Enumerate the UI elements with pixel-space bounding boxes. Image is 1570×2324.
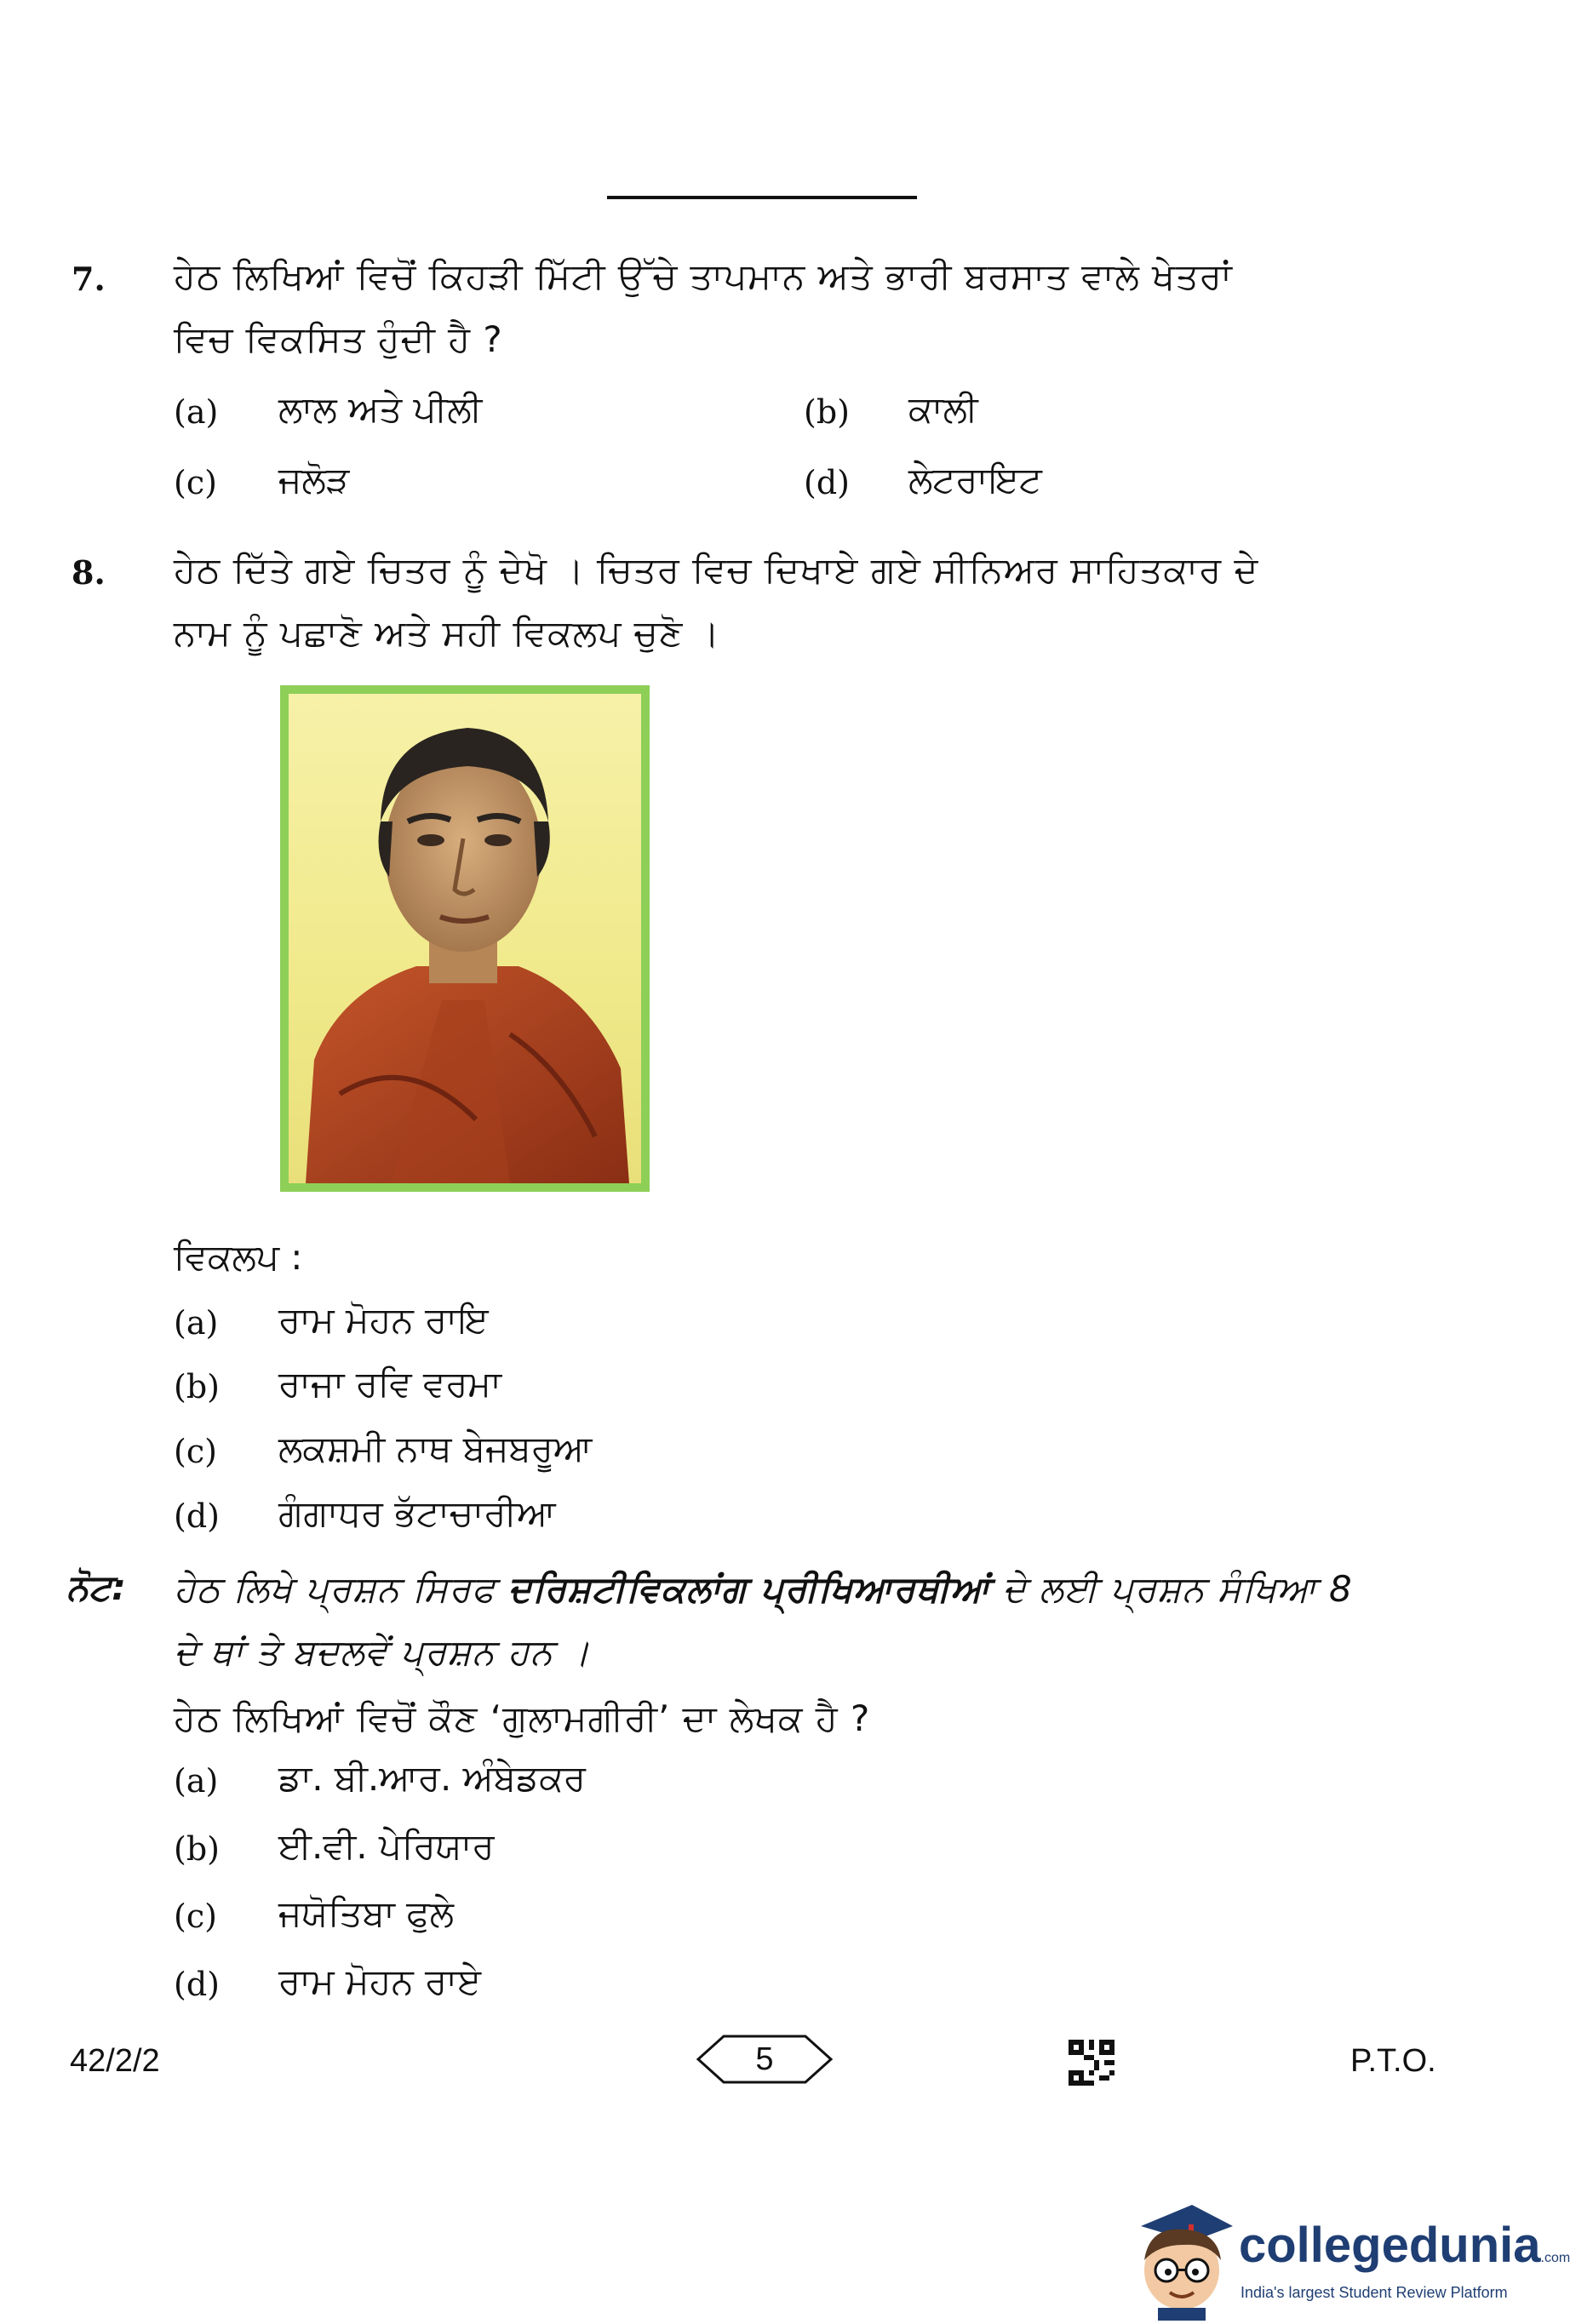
alt-option-c-label: (c) (174, 1898, 217, 1935)
q7-option-d-label: (d) (804, 464, 850, 501)
top-rule (607, 196, 917, 199)
q8-option-a-label: (a) (174, 1304, 219, 1342)
q8-option-c-label: (c) (174, 1433, 217, 1470)
qr-code-icon (1069, 2040, 1114, 2086)
q8-option-b-text: ਰਾਜਾ ਰਵਿ ਵਰਮਾ (278, 1363, 502, 1405)
alt-option-d-label: (d) (174, 1966, 220, 2003)
q7-option-a-label: (a) (174, 393, 219, 431)
brand-suffix: .com (1540, 2251, 1570, 2265)
question-8-number: 8. (72, 553, 106, 592)
alt-option-c-text: ਜਯੋਤਿਬਾ ਫੁਲੇ (278, 1892, 455, 1934)
question-8-text (174, 539, 1383, 665)
note-line-1-bold: ਦਰਿਸ਼ਟੀਵਿਕਲਾਂਗ ਪ੍ਰੀਖਿਆਰਥੀਆਂ (507, 1568, 990, 1610)
q8-option-b-label: (b) (174, 1368, 220, 1405)
alt-option-a-text: ਡਾ. ਬੀ.ਆਰ. ਅੰਬੇਡਕਰ (278, 1757, 586, 1799)
note-line-1-start: ਹੇਠ ਲਿਖੇ ਪ੍ਰਸ਼ਨ ਸਿਰਫ (174, 1568, 496, 1610)
q7-option-d-text: ਲੇਟਰਾਇਟ (908, 459, 1042, 501)
mascot-illustration (1132, 2201, 1235, 2321)
note-text (174, 1558, 1383, 1684)
note-line-1 (174, 1558, 1383, 1621)
q7-option-b-text: ਕਾਲੀ (908, 388, 978, 430)
question-7-line-1: ਹੇਠ ਲਿਖਿਆਂ ਵਿਚੋਂ ਕਿਹੜੀ ਮਿੱਟੀ ਉੱਚੇ ਤਾਪਮਾਨ ਅਤੇ ਭਾਰੀ ਬਰਸਾਤ ਵਾਲੇ ਖੇਤਰਾਂ (174, 255, 1233, 297)
question-7-text (174, 245, 1383, 371)
brand-name: collegedunia (1239, 2218, 1541, 2273)
pto-label: P.T.O. (1350, 2043, 1436, 2079)
q7-option-c-text: ਜਲੋੜ (278, 459, 350, 501)
note-line-2: ਦੇ ਥਾਂ ਤੇ ਬਦਲਵੇਂ ਪ੍ਰਸ਼ਨ ਹਨ । (174, 1631, 591, 1673)
portrait-illustration (289, 694, 641, 1183)
alt-option-d-text: ਰਾਮ ਮੋਹਨ ਰਾਏ (278, 1961, 482, 2002)
page-number-badge (696, 2033, 833, 2086)
q8-option-c-text: ਲਕਸ਼ਮੀ ਨਾਥ ਬੇਜਬਰੂਆ (278, 1428, 593, 1469)
question-7-number: 7. (72, 260, 106, 298)
alt-option-b-label: (b) (174, 1830, 220, 1868)
mascot-icon (1132, 2201, 1235, 2321)
note-label: ਨੋਟ: (66, 1566, 126, 1608)
q7-option-a-text: ਲਾਲ ਅਤੇ ਪੀਲੀ (278, 388, 483, 430)
question-7-line-2: ਵਿਚ ਵਿਕਸਿਤ ਹੁੰਦੀ ਹੈ ? (174, 318, 503, 360)
question-8-line-2: ਨਾਮ ਨੂੰ ਪਛਾਣੋ ਅਤੇ ਸਹੀ ਵਿਕਲਪ ਚੁਣੋ । (174, 612, 720, 654)
q8-option-d-label: (d) (174, 1497, 220, 1535)
alt-question-text: ਹੇਠ ਲਿਖਿਆਂ ਵਿਚੋਂ ਕੌਣ ‘ਗੁਲਾਮਗੀਰੀ’ ਦਾ ਲੇਖਕ ਹੈ ? (174, 1697, 871, 1739)
q8-option-d-text: ਗੰਗਾਧਰ ਭੱਟਾਚਾਰੀਆ (278, 1492, 556, 1534)
page-number: 5 (755, 2041, 774, 2077)
brand-logo (1239, 2217, 1570, 2274)
note-line-1-end: ਦੇ ਲਈ ਪ੍ਰਸ਼ਨ ਸੰਖਿਆ 8 (1002, 1568, 1353, 1610)
q8-options-heading: ਵਿਕਲਪ : (174, 1236, 303, 1278)
alt-option-b-text: ਈ.ਵੀ. ਪੇਰਿਯਾਰ (278, 1825, 495, 1867)
q7-option-b-label: (b) (804, 393, 850, 431)
alt-option-a-label: (a) (174, 1762, 219, 1800)
brand-tagline: India's largest Student Review Platform (1241, 2284, 1508, 2301)
question-8-line-1: ਹੇਠ ਦਿੱਤੇ ਗਏ ਚਿਤਰ ਨੂੰ ਦੇਖੋ । ਚਿਤਰ ਵਿਚ ਦਿਖਾਏ ਗਏ ਸੀਨਿਅਰ ਸਾਹਿਤਕਾਰ ਦੇ (174, 549, 1259, 591)
q8-option-a-text: ਰਾਮ ਮੋਹਨ ਰਾਇ (278, 1299, 489, 1341)
q7-option-c-label: (c) (174, 464, 217, 501)
portrait-image (280, 685, 650, 1192)
paper-code: 42/2/2 (70, 2043, 160, 2079)
